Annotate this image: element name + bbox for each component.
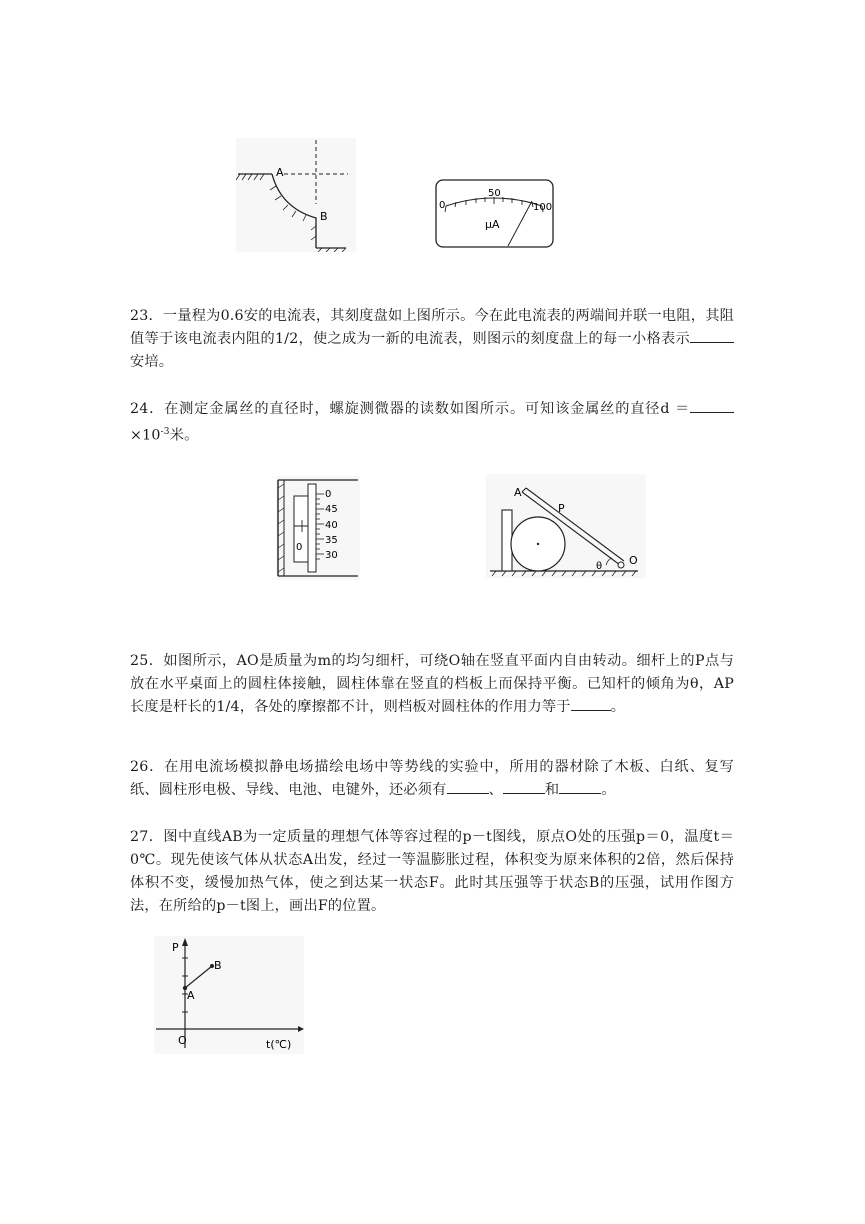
label-a: A xyxy=(276,166,284,179)
question-26-sep2: 和 xyxy=(544,782,560,798)
micrometer-tick-45: 45 xyxy=(325,504,338,515)
answer-blank-24[interactable] xyxy=(690,398,734,413)
rod-cylinder-figure xyxy=(486,474,646,578)
question-25 xyxy=(130,650,734,719)
label-b: B xyxy=(320,210,328,223)
question-24-text: 24．在测定金属丝的直径时，螺旋测微器的读数如图所示。可知该金属丝的直径d ＝ xyxy=(130,401,690,417)
question-26-tail: 。 xyxy=(601,782,616,798)
question-26 xyxy=(130,756,734,802)
micrometer-tick-30: 30 xyxy=(325,550,338,561)
answer-blank-26a[interactable] xyxy=(447,779,489,794)
question-24-tail: 米。 xyxy=(169,427,199,444)
label-state-b: B xyxy=(214,959,222,972)
question-27 xyxy=(130,826,734,918)
question-26-sep1: 、 xyxy=(488,782,503,798)
dial-unit: μA xyxy=(485,218,500,231)
label-origin-o: O xyxy=(178,1034,187,1047)
ammeter-dial-figure xyxy=(434,178,556,250)
dial-tick-100: 100 xyxy=(533,202,553,213)
question-24-exponent: -3 xyxy=(160,427,170,437)
label-state-a: A xyxy=(187,989,195,1002)
question-25-tail: 。 xyxy=(610,699,626,715)
question-27-text: 27．图中直线AB为一定质量的理想气体等容过程的p－t图线，原点O处的压强p＝0，温度t＝0℃。现先使该气体从状态A出发，经过一等温膨胀过程，体积变为原来体积的2倍，然后保持体积不变，缓慢加热气体，使之到达某一状态F。此时其压强等于状态B的压强，试用作图方法，在所给的p－t图上，画出F的位置。 xyxy=(130,829,734,914)
question-25-text: 25．如图所示，AO是质量为m的均匀细杆，可绕O轴在竖直平面内自由转动。细杆上的P点与放在水平桌面上的圆柱体接触，圆柱体靠在竖直的档板上而保持平衡。已知杆的倾角为θ，AP长度是杆长的1/4，各处的摩擦都不计，则档板对圆柱体的作用力等于 xyxy=(130,653,734,715)
label-theta: θ xyxy=(596,561,603,572)
label-rod-o: O xyxy=(629,554,638,567)
micrometer-tick-0: 0 xyxy=(325,489,332,500)
question-26-text: 26．在用电流场模拟静电场描绘电场中等势线的实验中，所用的器材除了木板、白纸、复写纸、圆柱形电极、导线、电池、电键外，还必须有 xyxy=(130,759,734,798)
question-23-tail: 安培。 xyxy=(130,354,174,370)
label-axis-p: P xyxy=(172,941,179,954)
label-rod-a: A xyxy=(514,486,522,499)
answer-blank-26c[interactable] xyxy=(559,779,601,794)
answer-blank-26b[interactable] xyxy=(503,779,545,794)
label-rod-p: P xyxy=(558,502,565,515)
label-axis-t: t(℃) xyxy=(266,1038,292,1051)
answer-blank-25[interactable] xyxy=(571,696,611,711)
question-23 xyxy=(130,305,734,374)
question-24-times: ×10 xyxy=(130,427,161,444)
dial-tick-0: 0 xyxy=(439,200,446,211)
pt-graph-figure xyxy=(154,936,304,1054)
question-24 xyxy=(130,398,734,448)
answer-blank-23[interactable] xyxy=(690,328,734,343)
question-23-text: 23．一量程为0.6安的电流表，其刻度盘如上图所示。今在此电流表的两端间并联一电阻，其阻值等于该电流表内阻的1/2，使之成为一新的电流表，则图示的刻度盘上的每一小格表示 xyxy=(130,308,734,347)
dial-tick-50: 50 xyxy=(488,188,501,199)
micrometer-figure xyxy=(276,476,360,580)
micrometer-sleeve-zero: 0 xyxy=(296,542,303,553)
pendulum-figure xyxy=(236,138,356,252)
micrometer-tick-40: 40 xyxy=(325,520,338,531)
micrometer-tick-35: 35 xyxy=(325,535,338,546)
